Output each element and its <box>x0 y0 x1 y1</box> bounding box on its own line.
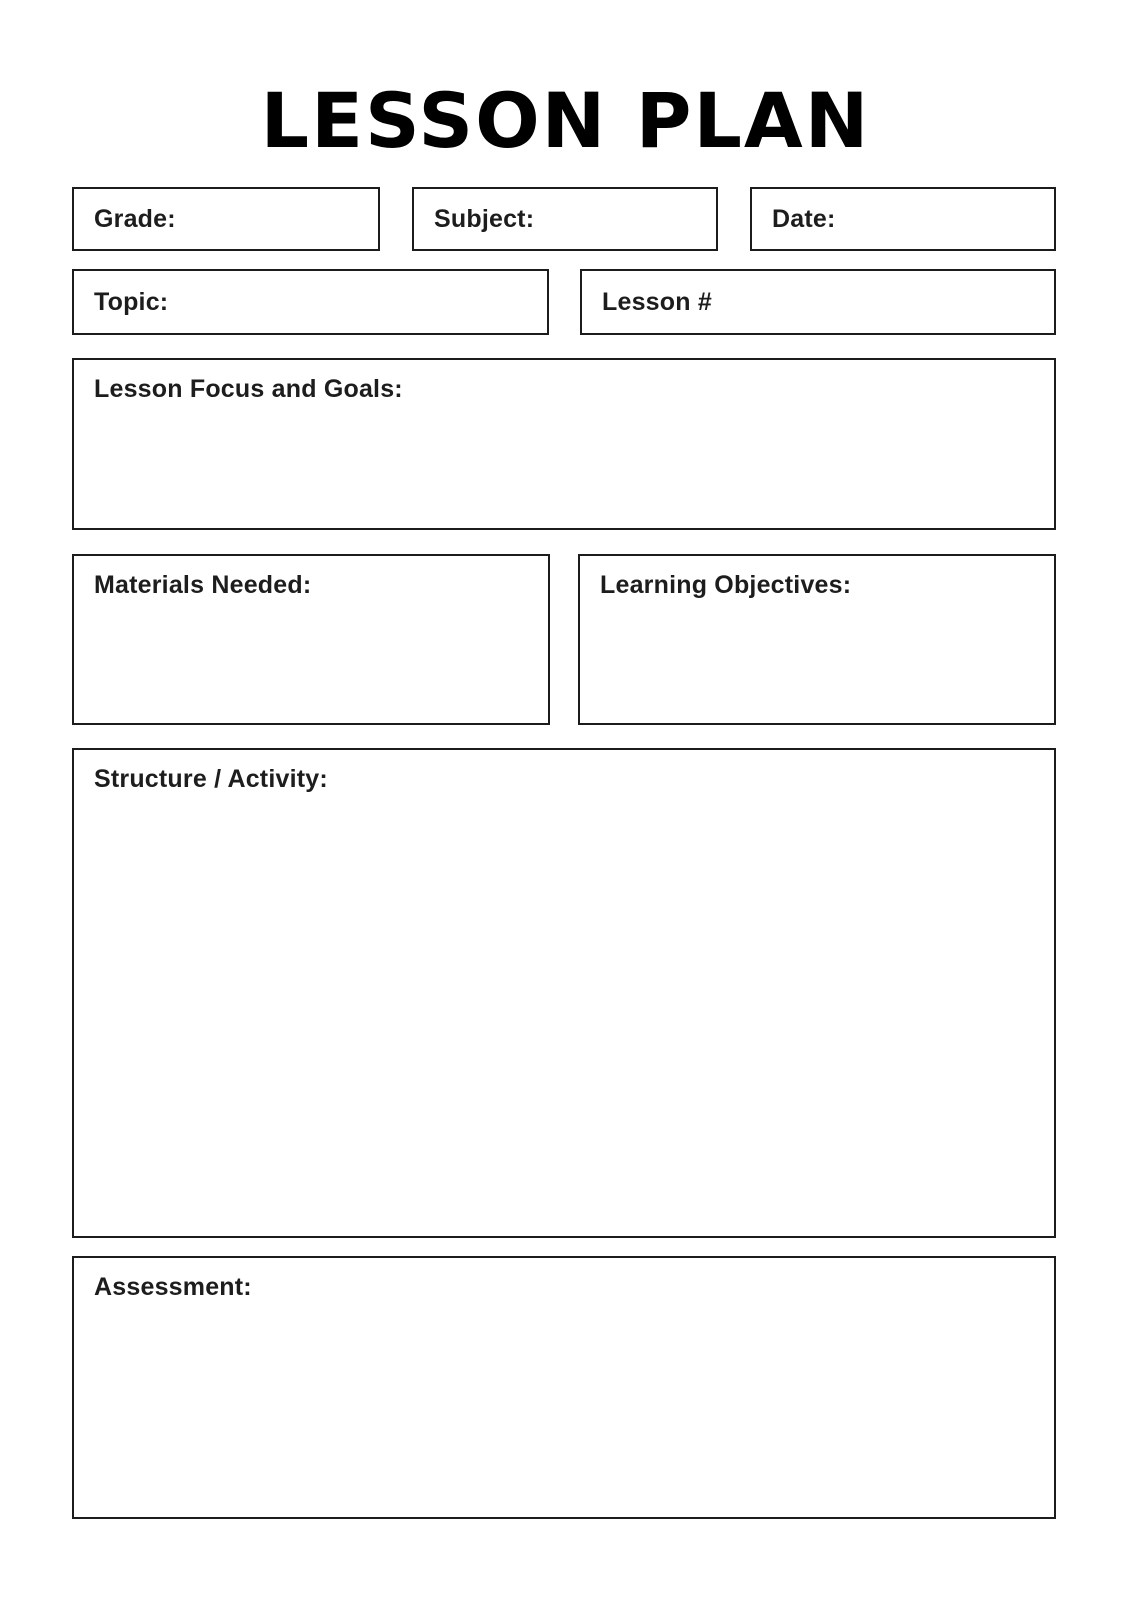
date-label: Date: <box>772 204 836 233</box>
grade-label: Grade: <box>94 204 176 233</box>
grade-field[interactable] <box>72 187 380 251</box>
structure-activity-field[interactable] <box>72 748 1056 1238</box>
objectives-label: Learning Objectives: <box>600 571 852 599</box>
assessment-field[interactable] <box>72 1256 1056 1519</box>
lesson-number-label: Lesson # <box>602 287 712 316</box>
structure-activity-label: Structure / Activity: <box>94 765 328 793</box>
subject-field[interactable] <box>412 187 718 251</box>
focus-goals-label: Lesson Focus and Goals: <box>94 375 403 403</box>
subject-label: Subject: <box>434 204 535 233</box>
page-title: LESSON PLAN <box>260 76 871 165</box>
focus-goals-field[interactable] <box>72 358 1056 530</box>
materials-label: Materials Needed: <box>94 571 312 599</box>
topic-field[interactable] <box>72 269 549 335</box>
lesson-number-field[interactable] <box>580 269 1056 335</box>
materials-field[interactable] <box>72 554 550 725</box>
objectives-field[interactable] <box>578 554 1056 725</box>
date-field[interactable] <box>750 187 1056 251</box>
assessment-label: Assessment: <box>94 1273 252 1301</box>
topic-label: Topic: <box>94 287 169 316</box>
